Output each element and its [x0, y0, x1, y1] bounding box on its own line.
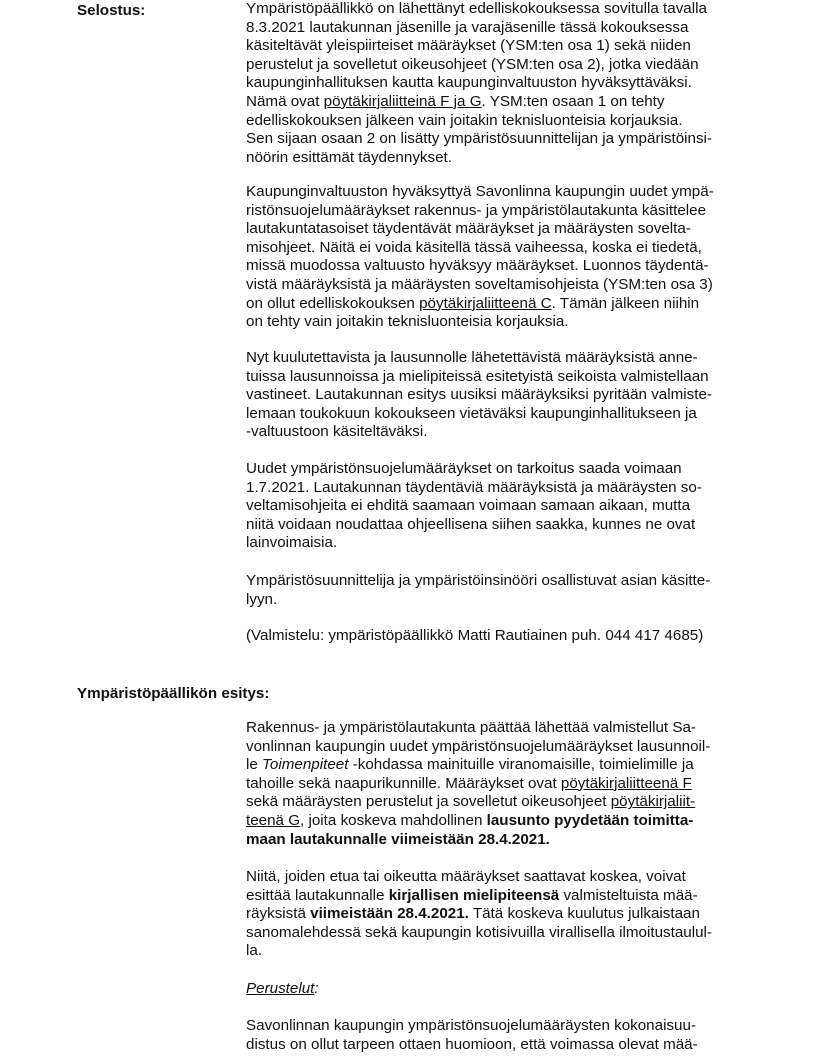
- esitys-heading: Ympäristöpäällikön esitys:: [77, 685, 270, 702]
- perustelut-heading: Perustelut:: [246, 980, 319, 997]
- selostus-paragraph-1: Ympäristöpäällikkö on lähettänyt edelliskokouksessa sovitulla tavalla 8.3.2021 lautakunnan jäsenille ja varajäsenille tässä kokouksessa käsiteltävät yleispiirteiset määräykset (YSM:ten osa 1) sekä niiden perustelut ja sovelletut oikeusohjeet (YSM:ten osa 2), jotka viedään kaupunginhallituksen kautta kaupunginvaltuuston hyväksyttäväksi. Nämä ovat pöytäkirjaliitteinä F ja G. YSM:ten osaan 1 on tehty edelliskokouksen jälkeen vain joitakin teknisluonteisia korjauksia. Sen sijaan osaan 2 on lisätty ympäristösuunnittelijan ja ympäristöinsi- nöörin esittämät täydennykset.: [246, 0, 712, 166]
- selostus-heading: Selostus:: [77, 2, 146, 19]
- attachment-link-g-part1[interactable]: pöytäkirjaliit-: [610, 793, 696, 811]
- selostus-paragraph-5: Ympäristösuunnittelija ja ympäristöinsinööri osallistuvat asian käsitte- lyyn.: [246, 572, 711, 608]
- esitys-paragraph-2: Niitä, joiden etua tai oikeutta määräykset saattavat koskea, voivat esittää lautakunnalle kirjallisen mielipiteensä valmisteltuista mää- räyksistä viimeistään 28.4.2021. Tätä koskeva kuulutus julkaistaan sanomalehdessä sekä kaupungin kotisivuilla virallisella ilmoitustaulul- la.: [246, 868, 712, 960]
- attachment-link-f[interactable]: pöytäkirjaliitteenä F: [560, 774, 692, 792]
- attachment-link-f-g[interactable]: pöytäkirjaliitteinä F ja G: [323, 92, 482, 110]
- selostus-paragraph-2: Kaupunginvaltuuston hyväksyttyä Savonlinna kaupungin uudet ympä- ristönsuojelumääräykset rakennus- ja ympäristölautakunta käsittelee lautakuntatasoiset täydentävät määräykset ja määräysten soveltа- misohjeet. Näitä ei voida käsitellä tässä vaiheessa, koska ei tiedetä, missä muodossa valtuusto hyväksyy määräykset. Luonnos täydentä- vistä määräyksistä ja määräysten soveltamisohjeista (YSM:ten osa 3) on ollut edelliskokouksen pöytäkirjaliitteenä C. Tämän jälkeen niihin on tehty vain joitakin teknisluonteisia korjauksia.: [246, 183, 714, 331]
- perustelut-paragraph: Savonlinnan kaupungin ympäristönsuojelumääräysten kokonaisuu- distus on ollut tarpeen ottaen huomioon, että voimassa olevat mää-: [246, 1017, 698, 1053]
- attachment-link-c[interactable]: pöytäkirjaliitteenä C: [419, 294, 552, 312]
- selostus-paragraph-4: Uudet ympäristönsuojelumääräykset on tarkoitus saada voimaan 1.7.2021. Lautakunnan täydentäviä määräyksistä ja määräysten so- veltamisohjeita ei ehditä saamaan voimaan samaan aikaan, mutta niitä voidaan noudattaa ohjeellisena siihen saakka, kunnes ne ovat lainvoimaisia.: [246, 460, 702, 552]
- attachment-link-g-part2[interactable]: teenä G: [246, 811, 301, 829]
- esitys-paragraph-1: Rakennus- ja ympäristölautakunta päättää lähettää valmistellut Sa- vonlinnan kaupungin uudet ympäristönsuojelumääräykset lausunnoil- le Toimenpiteet -kohdassa mainituille viranomaisille, toimielimille ja tahoille sekä naapurikunnille. Määräykset ovat pöytäkirjaliitteenä F sekä määräysten perustelut ja sovelletut oikeusohjeet pöytäkirjaliit- teenä G, joita koskeva mahdollinen lausunto pyydetään toimitta- maan lautakunnalle viimeistään 28.4.2021.: [246, 719, 711, 848]
- selostus-paragraph-3: Nyt kuulutettavista ja lausunnolle lähetettävistä määräyksistä anne- tuissa lausunnoissa ja mielipiteissä esitetyistä seikoista valmistellaan vastineet. Lautakunnan esitys uusiksi määräyksiksi pyritään valmiste- lemaan toukokuun kokoukseen vietäväksi kaupunginhallitukseen ja -valtuustoon käsiteltäväksi.: [246, 349, 712, 441]
- preparer-contact: (Valmistelu: ympäristöpäällikkö Matti Rautiainen puh. 044 417 4685): [246, 627, 704, 644]
